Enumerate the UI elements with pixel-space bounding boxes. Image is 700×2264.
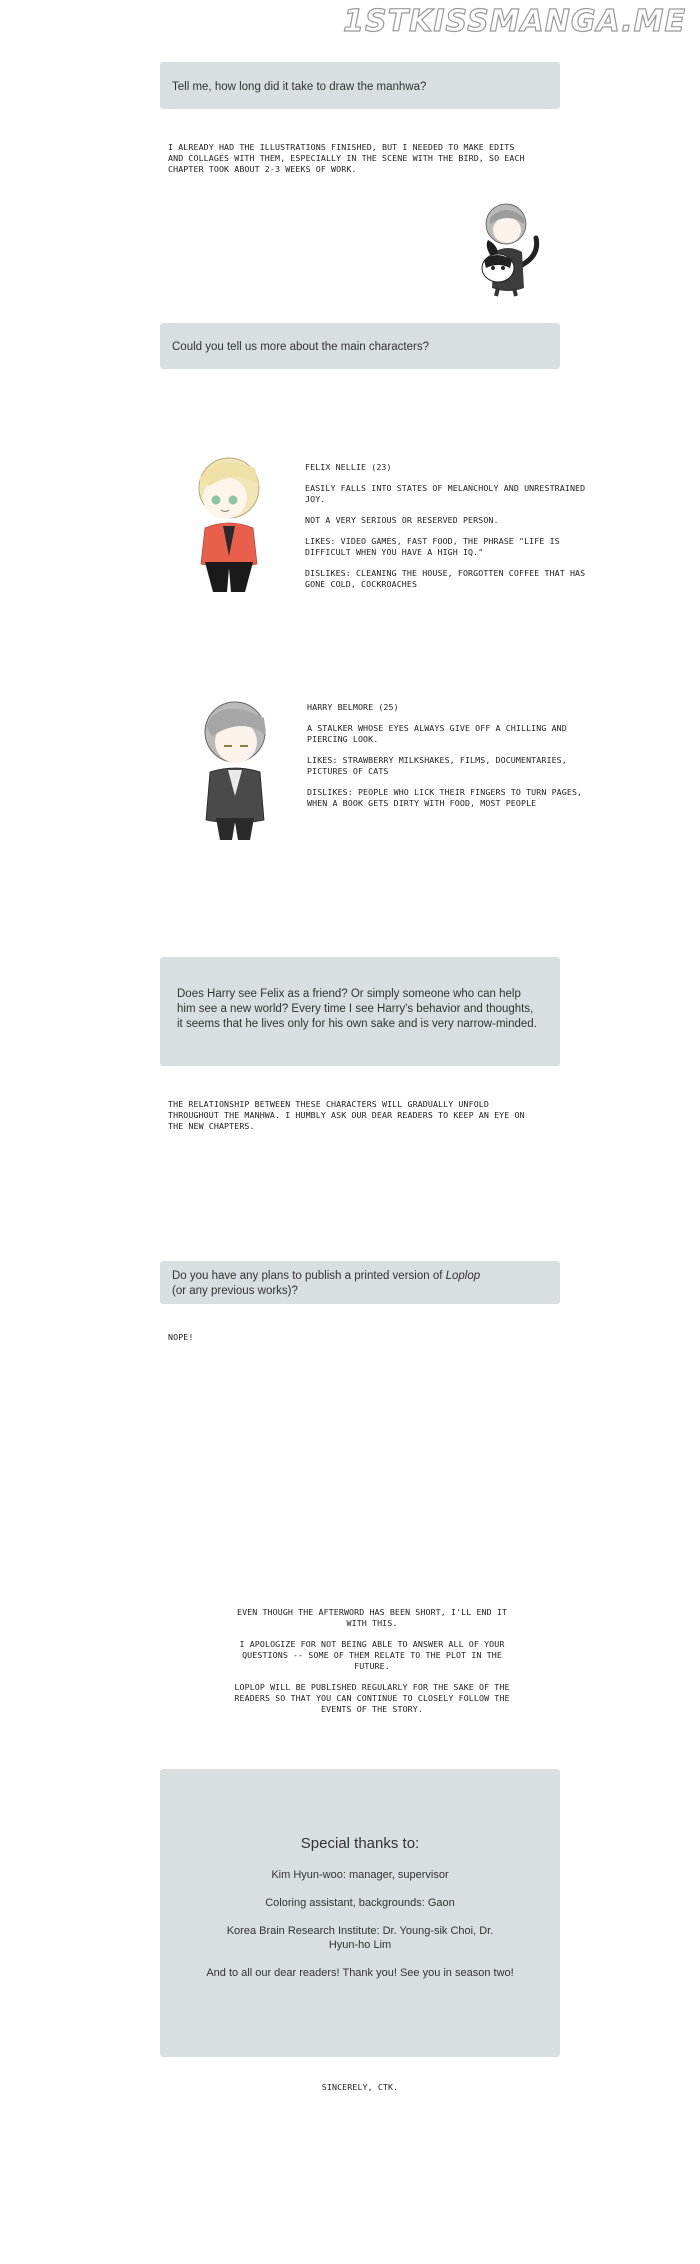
felix-profile — [305, 462, 595, 600]
afterword-paragraph-1: EVEN THOUGH THE AFTERWORD HAS BEEN SHORT, I'LL END IT WITH THIS. — [236, 1607, 508, 1628]
felix-likes: LIKES: VIDEO GAMES, FAST FOOD, THE PHRASE "LIFE IS DIFFICULT WHEN YOU HAVE A HIGH IQ." — [305, 536, 560, 557]
harry-with-cat-illustration — [468, 196, 548, 301]
thanks-line-1: Kim Hyun-woo: manager, supervisor — [271, 1869, 449, 1881]
question-text: Could you tell us more about the main characters? — [172, 341, 429, 353]
question-box-1 — [160, 62, 560, 109]
question-text: Do you have any plans to publish a printed version of — [172, 1270, 446, 1282]
thanks-line-4: And to all our dear readers! Thank you! See you in season two! — [206, 1967, 514, 1979]
question-text-cont: (or any previous works)? — [172, 1285, 298, 1297]
question-text: Tell me, how long did it take to draw the manhwa? — [172, 81, 427, 93]
site-watermark: 1STKISSMANGA.ME — [343, 4, 686, 39]
felix-name: FELIX NELLIE (23) — [305, 462, 392, 472]
afterword — [232, 1607, 512, 1725]
signature: SINCERELY, CTK. — [321, 2082, 399, 2092]
felix-trait-1: EASILY FALLS INTO STATES OF MELANCHOLY AND UNRESTRAINED JOY. — [305, 483, 586, 504]
special-thanks-box — [160, 1769, 560, 2057]
harry-name: HARRY BELMORE (25) — [307, 702, 399, 712]
harry-dislikes: DISLIKES: PEOPLE WHO LICK THEIR FINGERS TO TURN PAGES, WHEN A BOOK GETS DIRTY WITH FOOD, MOST PEOPLE — [307, 787, 583, 808]
felix-dislikes: DISLIKES: CLEANING THE HOUSE, FORGOTTEN COFFEE THAT HAS GONE COLD, COCKROACHES — [305, 568, 586, 589]
answer-text-4: NOPE! — [168, 1332, 194, 1342]
afterword-paragraph-2: I APOLOGIZE FOR NOT BEING ABLE TO ANSWER ALL OF YOUR QUESTIONS -- SOME OF THEM RELATE TO THE PLOT IN THE FUTURE. — [239, 1639, 505, 1671]
harry-illustration — [190, 692, 280, 842]
question-box-3 — [160, 957, 560, 1066]
felix-trait-2: NOT A VERY SERIOUS OR RESERVED PERSON. — [305, 515, 499, 525]
harry-likes: LIKES: STRAWBERRY MILKSHAKES, FILMS, DOCUMENTARIES, PICTURES OF CATS — [307, 755, 567, 776]
afterword-paragraph-3: LOPLOP WILL BE PUBLISHED REGULARLY FOR THE SAKE OF THE READERS SO THAT YOU CAN CONTINUE TO CLOSELY FOLLOW THE EVENTS OF THE STORY. — [234, 1682, 510, 1714]
question-text: Does Harry see Felix as a friend? Or simply someone who can help him see a new world? Every time I see Harry's behavior and thoughts, it seems that he lives only for his own sake and is very narrow-minded. — [177, 988, 537, 1030]
question-box-2 — [160, 323, 560, 369]
thanks-line-2: Coloring assistant, backgrounds: Gaon — [265, 1897, 455, 1909]
answer-text-1: I ALREADY HAD THE ILLUSTRATIONS FINISHED, BUT I NEEDED TO MAKE EDITS AND COLLAGES WITH THEM, ESPECIALLY IN THE SCENE WITH THE BIRD, SO EACH CHAPTER TOOK ABOUT 2-3 WEEKS OF WORK. — [168, 142, 525, 174]
thanks-line-3: Korea Brain Research Institute: Dr. Young-sik Choi, Dr. Hyun-ho Lim — [226, 1925, 494, 1951]
harry-profile — [307, 702, 597, 819]
manhwa-title: Loplop — [445, 1270, 481, 1282]
question-box-4 — [160, 1261, 560, 1304]
answer-text-3: THE RELATIONSHIP BETWEEN THESE CHARACTERS WILL GRADUALLY UNFOLD THROUGHOUT THE MANHWA. I HUMBLY ASK OUR DEAR READERS TO KEEP AN EYE ON THE NEW CHAPTERS. — [168, 1099, 525, 1131]
felix-illustration — [183, 446, 275, 596]
harry-trait-1: A STALKER WHOSE EYES ALWAYS GIVE OFF A CHILLING AND PIERCING LOOK. — [307, 723, 567, 744]
thanks-title: Special thanks to: — [300, 1835, 420, 1852]
